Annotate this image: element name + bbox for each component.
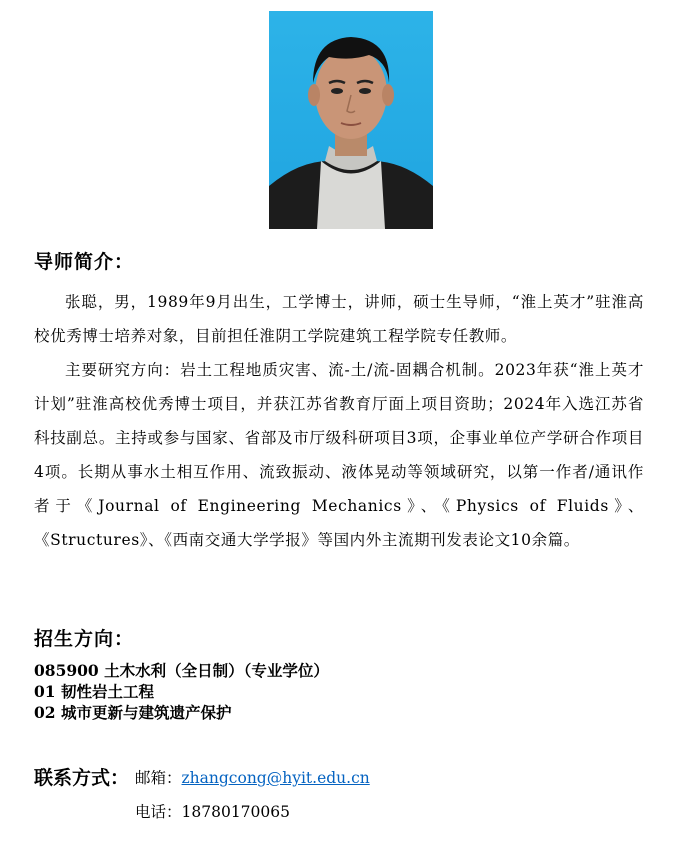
recruit-item-major: 085900 土木水利（全日制）（专业学位）	[34, 661, 329, 680]
phone-number: 18780170065	[181, 803, 290, 821]
intro-paragraph-2: 主要研究方向：岩土工程地质灾害、流-土/流-固耦合机制。2023年获“淮上英才计划”驻淮高校优秀博士项目，并获江苏省教育厅面上项目资助；2024年入选江苏省科技副总。主持或参与国家、省部及市厅级科研项目3项，企事业单位产学研合作项目4项。长期从事水土相互作用、流致振动、液体晃动等领域研究，以第一作者/通讯作者于《Journal of Engineering Mechanics》、《Physics of Fluids》、《Structures》、《西南交通大学学报》等国内外主流期刊发表论文10余篇。	[34, 361, 644, 549]
phone-line	[135, 800, 290, 822]
recruit-item-1: 01 韧性岩土工程	[34, 682, 154, 701]
contact-heading: 联系方式：	[34, 767, 130, 789]
recruit-heading: 招生方向：	[34, 628, 135, 650]
intro-paragraph-1: 张聪，男，1989年9月出生，工学博士，讲师，硕士生导师，“淮上英才”驻淮高校优秀博士培养对象，目前担任淮阴工学院建筑工程学院专任教师。	[34, 293, 644, 345]
advisor-photo	[269, 11, 433, 229]
email-label: 邮箱：	[135, 769, 182, 787]
portrait-illustration	[269, 11, 433, 229]
recruit-item-2: 02 城市更新与建筑遗产保护	[34, 703, 232, 722]
phone-label: 电话：	[135, 803, 182, 821]
email-link[interactable]: zhangcong@hyit.edu.cn	[181, 769, 370, 787]
recruit-list	[34, 660, 329, 723]
intro-heading: 导师简介：	[34, 251, 135, 273]
email-line	[135, 766, 370, 788]
